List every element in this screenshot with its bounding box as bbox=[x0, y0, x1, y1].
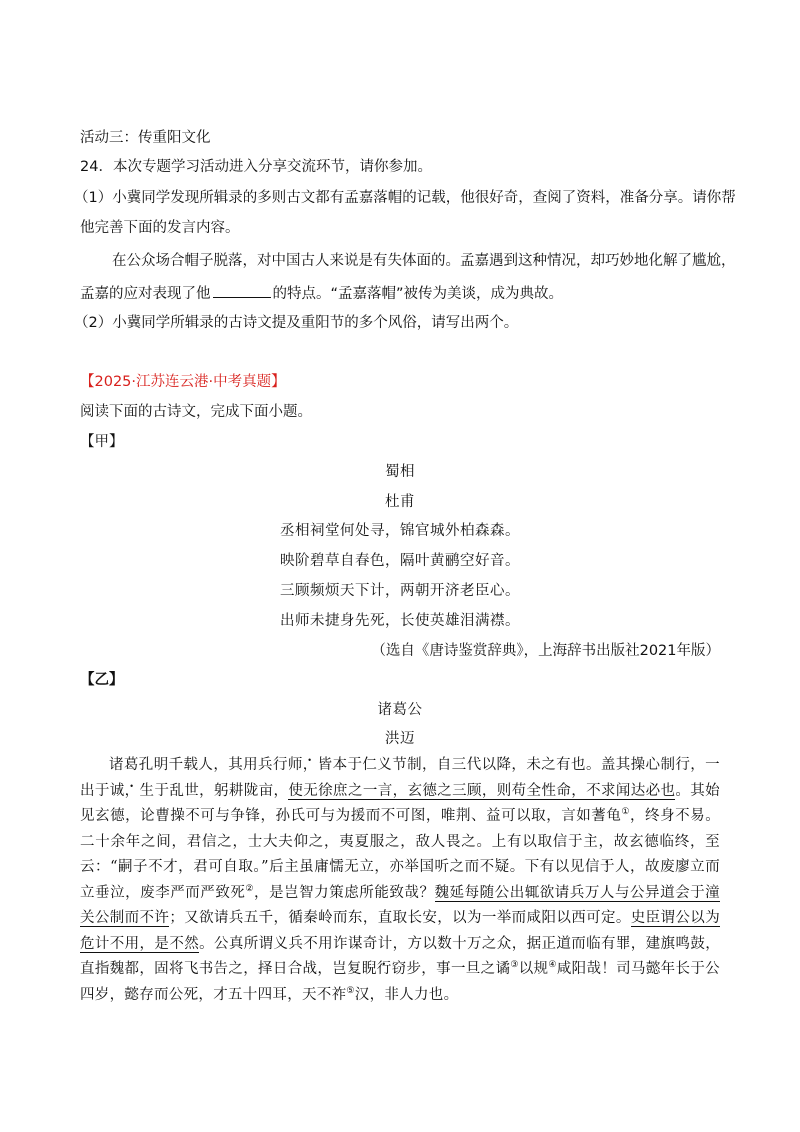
footnote-marker: ④ bbox=[548, 960, 557, 971]
prose-author: 洪迈 bbox=[385, 731, 415, 747]
dotted-word: 信 bbox=[584, 859, 600, 875]
dotted-word: 睨 bbox=[361, 961, 377, 977]
poem-author: 杜甫 bbox=[385, 494, 415, 510]
answer-blank[interactable] bbox=[213, 283, 271, 298]
speech-text-a: 孟嘉的应对表现了他 bbox=[80, 286, 211, 302]
prose-passage bbox=[80, 753, 720, 1008]
underlined-sentence: 使无徐庶之一言，玄德之三顾，则苟全性命，不求闻达必也 bbox=[288, 782, 676, 799]
section-jia-label: 【甲】 bbox=[80, 434, 124, 450]
activity-title: 活动三：传重阳文化 bbox=[80, 130, 211, 146]
dotted-word: 师 bbox=[287, 757, 303, 773]
reading-instruction: 阅读下面的古诗文，完成下面小题。 bbox=[80, 404, 312, 420]
question-1-line-1: （1）小冀同学发现所辑录的多则古文都有孟嘉落帽的记载，他很好奇，查阅了资料，准备分享。请你帮 bbox=[74, 190, 736, 206]
speech-text-b: 的特点。“孟嘉落帽”被传为美谈，成为典故。 bbox=[272, 286, 564, 302]
underlined-sentence: 史臣谓公以为危计不用，是不然 bbox=[80, 910, 720, 952]
speech-line-2 bbox=[80, 283, 563, 304]
speech-line-1: 在公众场合帽子脱落，对中国古人来说是有失体面的。孟嘉遇到这种情况，却巧妙地化解了尴尬， bbox=[112, 253, 736, 269]
exam-source-tag: 【2025·江苏连云港·中考真题】 bbox=[80, 374, 286, 390]
footnote-marker: ② bbox=[245, 883, 255, 894]
question-2: （2）小冀同学所辑录的古诗文提及重阳节的多个风俗，请写出两个。 bbox=[74, 315, 519, 331]
poem-title: 蜀相 bbox=[385, 464, 415, 480]
question-24: 24．本次专题学习活动进入分享交流环节，请你参加。 bbox=[80, 159, 432, 175]
poem-line: 映阶碧草自春色，隔叶黄鹂空好音。 bbox=[280, 553, 520, 569]
underlined-sentence: 魏延每随公出辄欲请兵万人与公异道会于潼关公制而不许 bbox=[80, 884, 720, 926]
dotted-word: 诚 bbox=[109, 782, 125, 799]
prose-paragraph: 诸葛孔明千载人，其用兵行师，皆本于仁义节制，自三代以降，未之有也。盖其操心制行，一出于诚，生于乱世，躬耕陇亩，使无徐庶之一言，玄德之三顾，则苟全性命，不求闻达必也。其始见玄德，论曹操不可与争锋，孙氏可与为援而不可图，唯荆、益可以取，言如蓍龟①，终身不易。二十余年之间，君信之，士大夫仰之，夷夏服之，敌人畏之。上有以取信于主，故玄德临终，至云：“嗣子不才，君可自取。”后主虽庸懦无立，亦举国听之而不疑。下有以见信于人，故废廖立而立垂泣，废李严而严致死②，是岂智力策虑所能致哉？魏延每随公出辄欲请兵万人与公异道会于潼关公制而不许；又欲请兵五千，循秦岭而东，直取长安，以为一举而咸阳以西可定。史臣谓公以为危计不用，是不然。公真所谓义兵不用诈谋奇计，方以数十万之众，据正道而临有罪，建旗鸣鼓，直指魏都，固将飞书告之，择日合战，岂复睨行窃步，事一旦之谲③以规④咸阳哉！司马懿年长于公四岁，懿存而公死，才五十四耳，天不祚⑤汉，非人力也。 bbox=[80, 757, 720, 1003]
poem-line: 丞相祠堂何处寻，锦官城外柏森森。 bbox=[280, 523, 520, 539]
footnote-marker: ① bbox=[621, 807, 630, 818]
poem-line: 三顾频烦天下计，两朝开济老臣心。 bbox=[280, 583, 520, 599]
question-1-line-2: 他完善下面的发言内容。 bbox=[80, 220, 240, 236]
section-yi-label: 【乙】 bbox=[80, 672, 124, 688]
poem-source-citation: （选自《唐诗鉴赏辞典》，上海辞书出版社2021年版） bbox=[371, 643, 720, 659]
prose-title: 诸葛公 bbox=[377, 702, 423, 718]
footnote-marker: ③ bbox=[510, 960, 519, 971]
footnote-marker: ⑤ bbox=[346, 985, 355, 996]
poem-line: 出师未捷身先死，长使英雄泪满襟。 bbox=[280, 613, 520, 629]
